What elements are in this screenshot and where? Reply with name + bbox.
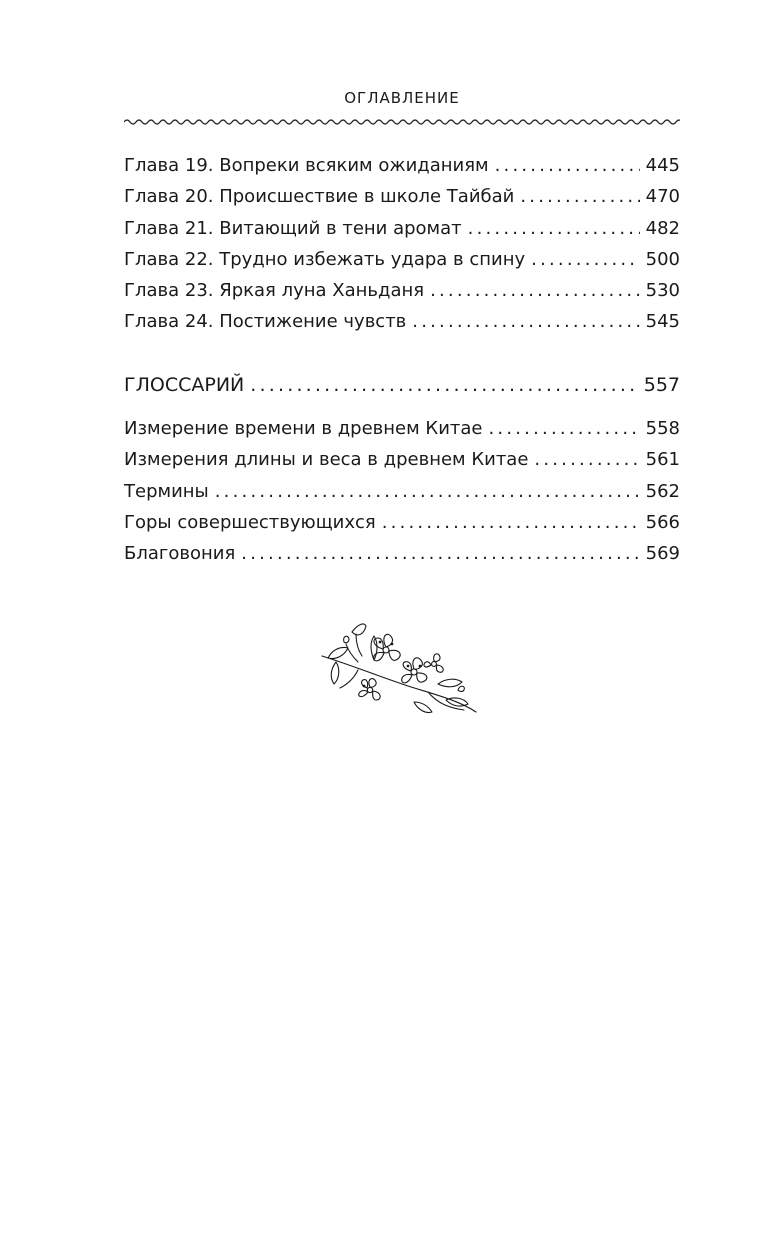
- toc-entry-chapter-22[interactable]: [124, 244, 680, 275]
- toc-entry-page: 557: [643, 374, 680, 396]
- toc-entry-terms[interactable]: [124, 476, 680, 507]
- toc-entry-label: Глава 21. Витающий в тени аромат: [124, 217, 462, 239]
- toc-entry-label: Горы совершествующихся: [124, 511, 376, 533]
- toc-entry-page: 561: [645, 449, 680, 471]
- dot-leader: [531, 244, 639, 275]
- toc-entry-chapter-20[interactable]: [124, 181, 680, 212]
- toc-entry-label: Благовония: [124, 543, 236, 565]
- toc-entry-chapter-19[interactable]: [124, 150, 680, 181]
- toc-entry-label: Глава 24. Постижение чувств: [124, 311, 407, 333]
- dot-leader: [489, 413, 640, 444]
- chapter-list: [124, 150, 680, 338]
- glossary-list: [124, 413, 680, 569]
- dot-leader: [241, 538, 639, 569]
- toc-entry-label: Измерение времени в древнем Китае: [124, 418, 483, 439]
- dot-leader: [520, 181, 639, 212]
- toc-entry-page: 500: [645, 248, 680, 270]
- dot-leader: [382, 507, 640, 538]
- toc-entry-label: Глава 23. Яркая луна Ханьданя: [124, 280, 425, 302]
- page-header: [124, 88, 680, 108]
- dot-leader: [468, 213, 640, 244]
- toc-entry-label: Термины: [124, 480, 209, 502]
- toc-entry-mountains[interactable]: [124, 507, 680, 538]
- toc-entry-label: Глава 19. Вопреки всяким ожиданиям: [124, 155, 489, 176]
- toc-entry-page: 569: [645, 543, 680, 565]
- toc-entry-chapter-23[interactable]: [124, 275, 680, 306]
- toc-entry-length-weight[interactable]: [124, 444, 680, 475]
- toc-entry-label: Измерения длины и веса в древнем Китае: [124, 449, 529, 471]
- page-title: ОГЛАВЛЕНИЕ: [344, 89, 460, 107]
- toc-entry-page: 530: [645, 280, 680, 302]
- toc-entry-page: 566: [645, 511, 680, 533]
- toc-entry-label: ГЛОССАРИЙ: [124, 374, 245, 396]
- toc-entry-glossary[interactable]: [124, 370, 680, 401]
- flower-branch-icon: [318, 620, 480, 716]
- toc-entry-label: Глава 22. Трудно избежать удара в спину: [124, 248, 526, 270]
- dot-leader: [430, 275, 640, 306]
- dot-leader: [250, 370, 637, 401]
- dot-leader: [534, 444, 639, 475]
- toc-entry-incense[interactable]: [124, 538, 680, 569]
- toc-entry-chapter-21[interactable]: [124, 213, 680, 244]
- toc-entry-page: 470: [645, 186, 680, 208]
- toc-entry-label: Глава 20. Происшествие в школе Тайбай: [124, 186, 515, 208]
- toc-entry-time-measurement[interactable]: [124, 413, 680, 444]
- glossary-heading-list: [124, 370, 680, 401]
- wavy-divider: [124, 116, 680, 128]
- dot-leader: [495, 150, 640, 181]
- toc-entry-page: 558: [645, 418, 680, 439]
- toc-entry-page: 545: [645, 311, 680, 333]
- toc-entry-page: 562: [645, 480, 680, 502]
- toc-entry-chapter-24[interactable]: [124, 306, 680, 337]
- dot-leader: [412, 306, 639, 337]
- dot-leader: [215, 476, 640, 507]
- toc-entry-page: 445: [645, 155, 680, 176]
- toc-entry-page: 482: [645, 217, 680, 239]
